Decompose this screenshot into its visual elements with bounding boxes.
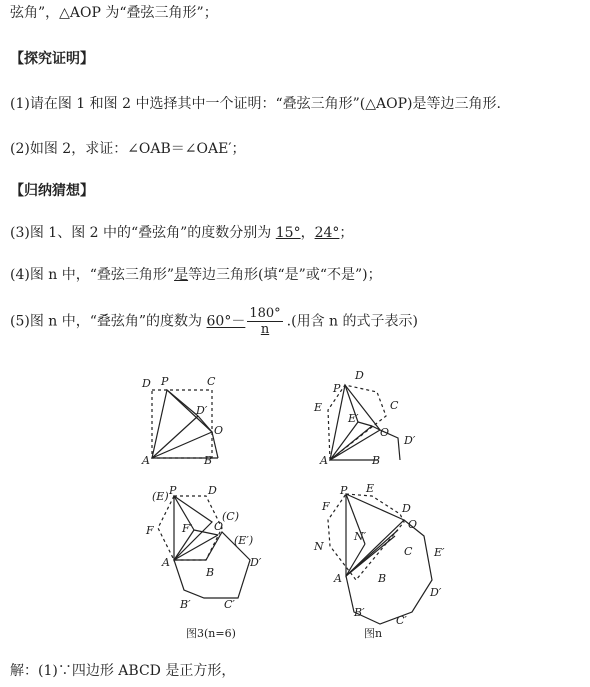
fig1-label-c: C <box>207 375 216 388</box>
fig3-label-dprime: D′ <box>250 556 262 569</box>
q3-sep: ， <box>300 225 315 241</box>
question-1: (1)请在图 1 和图 2 中选择其中一个证明：“叠弦三角形”(△AOP)是等边三角形. <box>10 96 501 112</box>
fig2-label-e: E <box>314 401 323 414</box>
fig3-label-cprime: C′ <box>224 598 235 611</box>
fig3-label-d: D <box>208 484 217 497</box>
fig4-label-bprime: B′ <box>354 606 365 619</box>
fig2-label-dprime: D′ <box>404 434 416 447</box>
q4-end: 等边三角形(填“是”或“不是”)； <box>188 267 382 283</box>
fig1-triangle-aop <box>152 390 212 458</box>
q3-end: ； <box>339 225 354 241</box>
q5-end: .(用含 n 的式子表示) <box>286 313 418 330</box>
fig4-caption: 图n <box>364 627 383 640</box>
q4-text: (4)图 n 中，“叠弦三角形” <box>10 267 175 283</box>
fig3-label-eprime: (E′) <box>234 534 254 547</box>
fig2-label-a: A <box>320 454 328 467</box>
fig2-label-d: D <box>355 369 364 382</box>
fig3-label-c: (C) <box>222 510 239 523</box>
fig2-label-c: C <box>390 399 399 412</box>
fig4-label-p: P <box>340 484 348 497</box>
fig4-label-n: N <box>314 540 324 553</box>
q3-answer-2: 24° <box>314 225 340 241</box>
q3-text: (3)图 1、图 2 中的“叠弦角”的度数分别为 <box>10 225 276 241</box>
fig1-line-ad <box>152 416 198 458</box>
fig3-label-o: O <box>214 520 224 533</box>
fig4-label-e: E <box>366 482 375 495</box>
q3-answer-1: 15° <box>275 225 301 241</box>
fig1-label-d: D <box>142 377 151 390</box>
fig1-label-o: O <box>214 424 224 437</box>
q5-fraction-num: 180° <box>249 306 281 321</box>
fig4-label-b: B <box>378 572 387 585</box>
question-2: (2)如图 2，求证：∠OAB＝∠OAE′； <box>10 141 246 157</box>
fig3-label-bprime: B′ <box>180 598 191 611</box>
fig3-label-b: B <box>206 566 215 579</box>
fig4-label-c: C <box>404 545 413 558</box>
fig1-label-p: P <box>161 375 169 388</box>
heading-conjecture: 【归纳猜想】 <box>10 183 94 199</box>
fig4-label-dprime: D′ <box>430 586 442 599</box>
fig3-label-e: (E) <box>152 490 169 503</box>
fig1-line-do <box>198 416 212 432</box>
q5-fraction-den: n <box>260 322 270 337</box>
figure-1 <box>152 390 218 458</box>
solution-start: 解：(1)∵四边形 ABCD 是正方形， <box>10 663 236 679</box>
fig4-label-f: F <box>322 500 330 513</box>
fig3-label-p: P <box>169 484 177 497</box>
fig2-label-o: O <box>380 426 390 439</box>
fig3-label-f: F <box>146 524 154 537</box>
fig1-line-pd <box>167 390 198 416</box>
q5-answer-part: 60°－ <box>206 313 246 330</box>
fig3-label-fprime: F′ <box>182 522 193 535</box>
fig4-label-a: A <box>334 572 342 585</box>
fig4-label-d: D <box>402 502 411 515</box>
fig2-line-ec <box>358 422 372 426</box>
text-line-1: 弦角”，△AOP 为“叠弦三角形”； <box>10 5 218 21</box>
fig3-label-a: A <box>162 556 170 569</box>
fig2-label-p: P <box>333 382 341 395</box>
heading-explore-proof: 【探究证明】 <box>10 51 94 67</box>
fig4-label-o: O <box>408 518 418 531</box>
figure-2 <box>328 385 400 460</box>
fig1-label-a: A <box>142 454 150 467</box>
fig1-label-dprime: D′ <box>196 404 208 417</box>
figure-4 <box>328 494 432 624</box>
fig3-caption: 图3(n=6) <box>186 627 236 640</box>
q4-answer: 是 <box>174 267 189 283</box>
fig2-label-eprime: E′ <box>348 412 359 425</box>
fig1-label-b: B <box>204 454 213 467</box>
fig4-label-nprime: N′ <box>354 530 367 543</box>
fig4-label-cprime: C′ <box>396 614 407 627</box>
fig4-label-eprime: E′ <box>434 546 445 559</box>
q5-text: (5)图 n 中，“叠弦角”的度数为 <box>10 313 207 330</box>
fig2-label-b: B <box>372 454 381 467</box>
